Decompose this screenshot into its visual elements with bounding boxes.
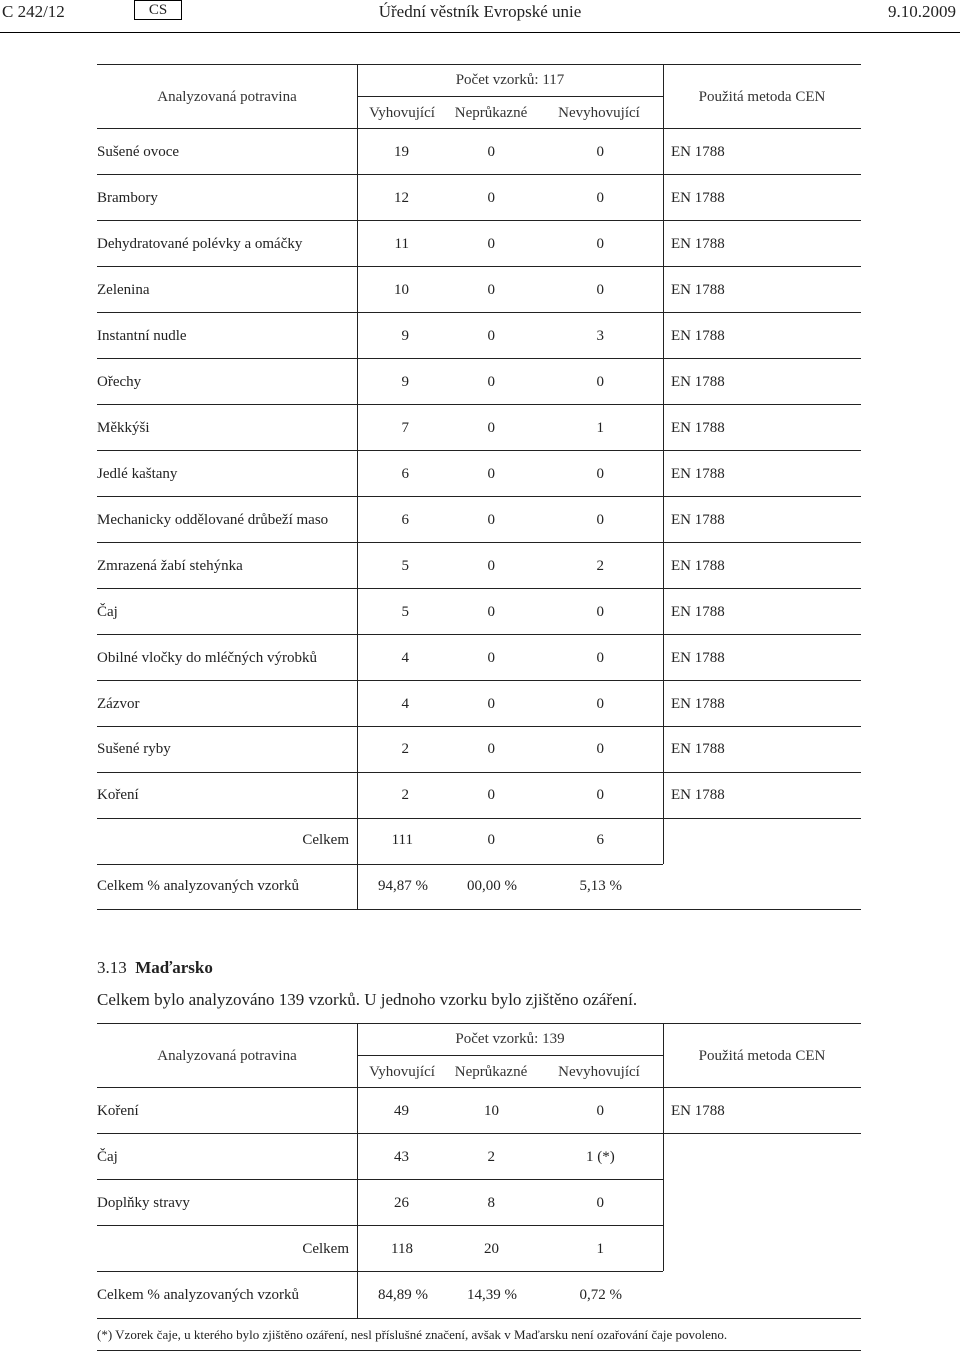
row-method: EN 1788 [671, 696, 725, 712]
row-compliant: 9 [401, 328, 409, 344]
row-noncompliant: 0 [596, 741, 604, 757]
row-method: EN 1788 [671, 787, 725, 803]
col-header-method: Použitá metoda CEN [698, 89, 826, 105]
row-food: Jedlé kaštany [97, 466, 178, 482]
row-food: Obilné vločky do mléčných výrobků [97, 650, 317, 666]
col-header-food: Analyzovaná potravina [157, 1048, 297, 1064]
footnote-bottom-border [97, 1350, 861, 1351]
row-compliant: 2 [401, 787, 409, 803]
col-header-inconclusive: Neprůkazné [454, 105, 528, 121]
row-food: Mechanicky oddělované drůbeží maso [97, 512, 329, 528]
total-compliant: 111 [391, 832, 413, 848]
journal-title: Úřední věstník Evropské unie [378, 2, 582, 21]
row-compliant: 11 [394, 236, 409, 252]
row-inconclusive: 8 [487, 1195, 495, 1211]
row-food: Zelenina [97, 282, 150, 298]
percent-noncompliant: 0,72 % [579, 1287, 622, 1303]
row-inconclusive: 0 [487, 512, 495, 528]
row-inconclusive: 0 [487, 374, 495, 390]
row-food: Čaj [97, 1149, 118, 1165]
row-method: EN 1788 [671, 144, 725, 160]
row-noncompliant: 0 [596, 787, 604, 803]
row-compliant: 12 [394, 190, 409, 206]
row-compliant: 19 [394, 144, 409, 160]
row-compliant: 26 [394, 1195, 409, 1211]
row-inconclusive: 0 [487, 741, 495, 757]
row-food: Sušené ryby [97, 741, 171, 757]
row-compliant: 6 [401, 466, 409, 482]
row-noncompliant: 3 [596, 328, 604, 344]
row-method: EN 1788 [671, 190, 725, 206]
row-inconclusive: 0 [487, 236, 495, 252]
row-compliant: 7 [401, 420, 409, 436]
row-food: Instantní nudle [97, 328, 187, 344]
row-inconclusive: 0 [487, 696, 495, 712]
percent-label: Celkem % analyzovaných vzorků [97, 878, 300, 894]
row-noncompliant: 1 (*) [586, 1149, 615, 1165]
table2-footnote: (*) Vzorek čaje, u kterého bylo zjištěno ozáření, nesl příslušné značení, avšak v Maďarsku není ozařování čaje povoleno. [97, 1327, 728, 1342]
table2-subheader-line [357, 1055, 663, 1056]
publication-date: 9.10.2009 [888, 2, 956, 21]
row-inconclusive: 0 [487, 604, 495, 620]
col-header-food: Analyzovaná potravina [157, 89, 297, 105]
row-inconclusive: 0 [487, 144, 495, 160]
col-header-inconclusive: Neprůkazné [454, 1064, 528, 1080]
total-label: Celkem [302, 832, 349, 848]
row-noncompliant: 0 [596, 512, 604, 528]
row-method: EN 1788 [671, 466, 725, 482]
row-noncompliant: 0 [596, 604, 604, 620]
row-method: EN 1788 [671, 604, 725, 620]
row-noncompliant: 0 [596, 282, 604, 298]
row-food: Dehydratované polévky a omáčky [97, 236, 303, 252]
col-header-compliant: Vyhovující [369, 1064, 435, 1080]
col-header-noncompliant: Nevyhovující [558, 105, 640, 121]
row-food: Doplňky stravy [97, 1195, 190, 1211]
row-method: EN 1788 [671, 558, 725, 574]
row-noncompliant: 0 [596, 650, 604, 666]
language-badge: CS [134, 0, 182, 20]
row-method: EN 1788 [671, 236, 725, 252]
row-food: Zázvor [97, 696, 140, 712]
col-header-samples: Počet vzorků: 117 [455, 72, 565, 88]
row-food: Sušené ovoce [97, 144, 180, 160]
row-inconclusive: 0 [487, 190, 495, 206]
total-inconclusive: 0 [487, 832, 495, 848]
row-noncompliant: 0 [596, 144, 604, 160]
row-food: Koření [97, 1103, 139, 1119]
section-text: Celkem bylo analyzováno 139 vzorků. U jednoho vzorku bylo zjištěno ozáření. [97, 990, 638, 1009]
row-noncompliant: 0 [596, 466, 604, 482]
row-compliant: 4 [401, 696, 409, 712]
col-header-method: Použitá metoda CEN [698, 1048, 826, 1064]
row-food: Koření [97, 787, 139, 803]
row-noncompliant: 1 [596, 420, 604, 436]
row-inconclusive: 0 [487, 558, 495, 574]
row-compliant: 6 [401, 512, 409, 528]
row-noncompliant: 0 [596, 236, 604, 252]
row-inconclusive: 0 [487, 787, 495, 803]
row-noncompliant: 0 [596, 190, 604, 206]
row-method: EN 1788 [671, 1103, 725, 1119]
percent-label: Celkem % analyzovaných vzorků [97, 1287, 300, 1303]
percent-compliant: 94,87 % [378, 878, 428, 894]
row-compliant: 2 [401, 741, 409, 757]
row-method: EN 1788 [671, 282, 725, 298]
row-method: EN 1788 [671, 650, 725, 666]
row-method: EN 1788 [671, 741, 725, 757]
issue-number: C 242/12 [2, 2, 65, 21]
row-inconclusive: 0 [487, 650, 495, 666]
row-method: EN 1788 [671, 512, 725, 528]
row-compliant: 4 [401, 650, 409, 666]
col-header-compliant: Vyhovující [369, 105, 435, 121]
row-compliant: 5 [401, 558, 409, 574]
row-food: Měkkýši [97, 420, 150, 436]
section-heading [97, 958, 213, 978]
table1-top-border [97, 64, 861, 65]
section-number: 3.13 [97, 958, 127, 977]
total-noncompliant: 6 [596, 832, 604, 848]
row-inconclusive: 2 [487, 1149, 495, 1165]
row-method: EN 1788 [671, 374, 725, 390]
row-inconclusive: 0 [487, 420, 495, 436]
percent-inconclusive: 00,00 % [467, 878, 517, 894]
percent-inconclusive: 14,39 % [467, 1287, 517, 1303]
row-noncompliant: 0 [596, 374, 604, 390]
row-method: EN 1788 [671, 420, 725, 436]
col-header-noncompliant: Nevyhovující [558, 1064, 640, 1080]
row-compliant: 9 [401, 374, 409, 390]
col-header-samples: Počet vzorků: 139 [455, 1031, 565, 1047]
row-noncompliant: 2 [596, 558, 604, 574]
table2-top-border [97, 1023, 861, 1024]
row-compliant: 10 [394, 282, 409, 298]
table1-subheader-line [357, 96, 663, 97]
row-food: Ořechy [97, 374, 142, 390]
row-food: Brambory [97, 190, 158, 206]
percent-noncompliant: 5,13 % [579, 878, 622, 894]
row-compliant: 43 [394, 1149, 409, 1165]
total-noncompliant: 1 [596, 1241, 604, 1257]
row-method: EN 1788 [671, 328, 725, 344]
row-inconclusive: 10 [484, 1103, 499, 1119]
row-noncompliant: 0 [596, 1103, 604, 1119]
table1-bottom-border [97, 909, 861, 910]
header-divider [0, 32, 960, 33]
row-inconclusive: 0 [487, 328, 495, 344]
row-food: Čaj [97, 604, 118, 620]
row-compliant: 49 [394, 1103, 409, 1119]
row-food: Zmrazená žabí stehýnka [97, 558, 243, 574]
row-inconclusive: 0 [487, 282, 495, 298]
total-compliant: 118 [391, 1241, 413, 1257]
row-noncompliant: 0 [596, 1195, 604, 1211]
row-noncompliant: 0 [596, 696, 604, 712]
row-inconclusive: 0 [487, 466, 495, 482]
table2-bottom-border [97, 1318, 861, 1319]
percent-compliant: 84,89 % [378, 1287, 428, 1303]
total-inconclusive: 20 [484, 1241, 499, 1257]
section-title: Maďarsko [135, 958, 213, 977]
row-compliant: 5 [401, 604, 409, 620]
total-label: Celkem [302, 1241, 349, 1257]
